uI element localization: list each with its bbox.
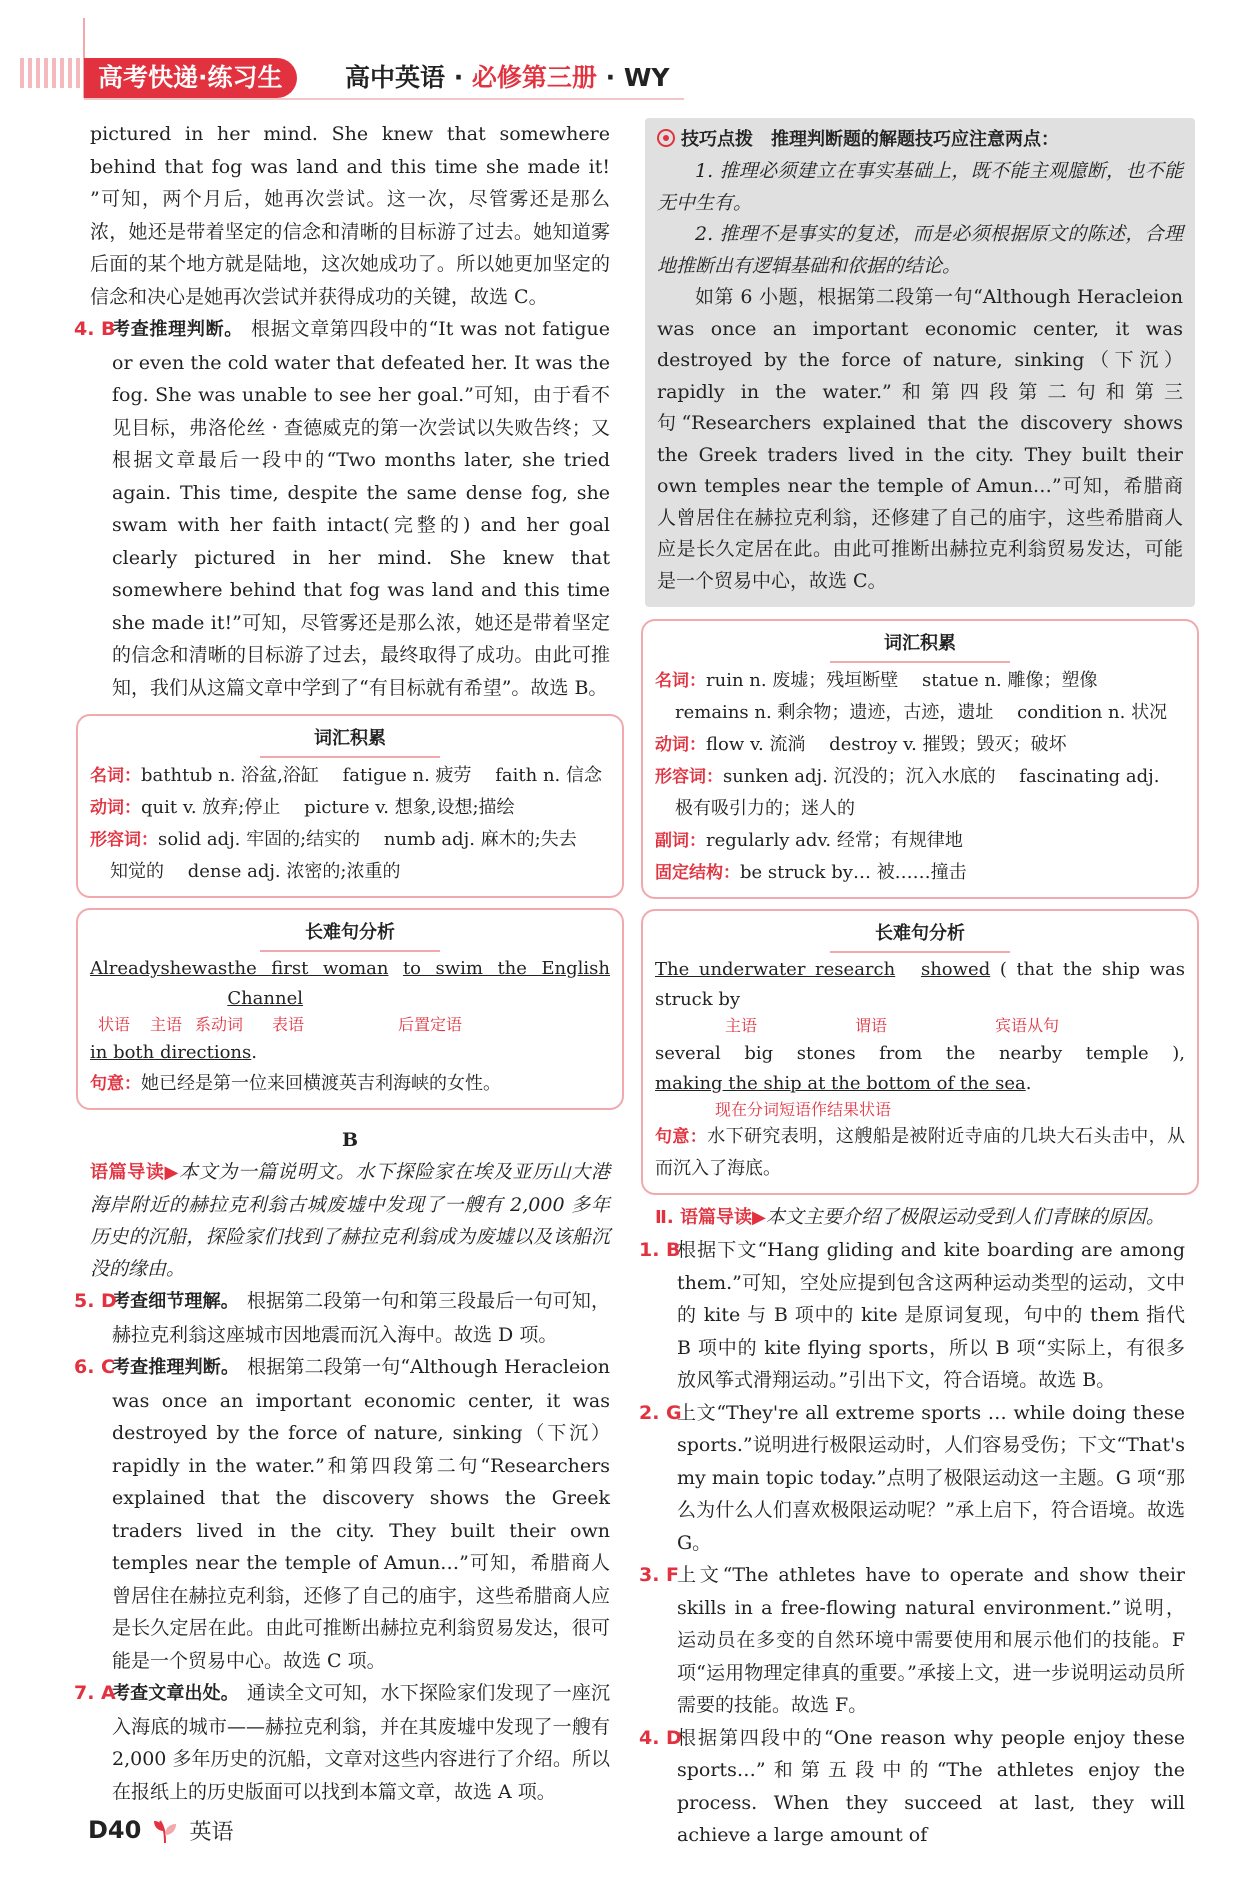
annotation: 主语 xyxy=(150,1015,183,1034)
guide-text: 本文主要介绍了极限运动受到人们青睐的原因。 xyxy=(765,1206,1165,1228)
annotation: 状语 xyxy=(98,1015,131,1034)
vocab-title: 词汇积累 xyxy=(830,627,1010,663)
answer-item-6 xyxy=(74,1351,611,1677)
section-b-heading: B xyxy=(341,1129,359,1151)
vocab-fixed-structures xyxy=(655,857,1185,889)
sentence-part: The underwater research xyxy=(655,959,896,980)
vocab-text: regularly adv. 经常；有规律地 xyxy=(706,830,963,851)
vocab-adjectives xyxy=(90,824,610,856)
vocab-text: sunken adj. 沉没的；沉入水底的 fascinating adj. xyxy=(723,766,1160,787)
vocab-text: be struck by… 被……撞击 xyxy=(740,862,967,883)
annotation: 表语 xyxy=(272,1015,305,1034)
vocab-nouns xyxy=(90,760,610,792)
answer-number: 5. D xyxy=(74,1290,117,1312)
sentence-annotations-1 xyxy=(90,1014,610,1038)
answer-text: 上文“The athletes have to operate and show their skills in a free-flowing natural environment.”说明，运动员在多变的自然环境中需要使用和展示他们的技能。F 项“运用物理定律真的重要。”承接上文，进一步说明运动员所需要的技能。故选 F。 xyxy=(677,1564,1185,1716)
title-suffix: · WY xyxy=(596,63,670,92)
vocab-adverbs xyxy=(655,825,1185,857)
answer-text: 上文“They're all extreme sports … while doing these sports.”说明进行极限运动时，人们容易受伤；下文“That's my main topic today.”点明了极限运动这一主题。G 项“那么为什么人们喜欢极限运动呢？”承上启下，符合语境。故选 G。 xyxy=(677,1401,1185,1554)
answer-text: 根据第四段中的“One reason why people enjoy these sports…”和第五段中的“The athletes enjoy the process. When they succeed at last, they will achieve a large amount of xyxy=(677,1726,1185,1846)
answer-text: 根据第二段第一句“Although Heracleion was once an important economic center, it was destroyed by the force of nature, sinking（下沉）rapidly in the water.”和第四段第二句“Researchers explained that the discovery shows the Greek traders lived in the city. They built their own temples near the temple of Amun…”可知，希腊商人曾居住在赫拉克利翁，还修了自己的庙宇，这些希腊商人应是长久定居在此。由此可推断出赫拉克利翁贸易发达，很可能是一个贸易中心。故选 C 项。 xyxy=(112,1356,611,1672)
answer-number: 3. F xyxy=(639,1564,680,1586)
tip-point-2: 2. 推理不是事实的复述，而是必须根据原文的陈述，合理地推断出有逻辑基础和依据的结论。 xyxy=(657,223,1183,277)
tip-example: 如第 6 小题，根据第二段第一句“Although Heracleion was once an important economic center, it was destroyed by the force of nature, sinking（下沉）rapidly in the water.”和第四段第二句和第三句“Researchers explained that the discovery shows the Greek traders lived in the city. They built their own temples near the temple of Amun…”可知，希腊商人曾居住在赫拉克利翁，还修建了自己的庙宇，这些希腊商人应是长久定居在此。由此可推断出赫拉克利翁贸易发达，可能是一个贸易中心，故选 C。 xyxy=(657,286,1183,592)
answer-item-2 xyxy=(639,1397,1185,1560)
answer-item-1 xyxy=(639,1234,1185,1397)
vocab-label: 副词： xyxy=(655,831,706,851)
sentence-line-2 xyxy=(90,1038,610,1068)
vocab-text: ruin n. 废墟；残垣断壁 statue n. 雕像；塑像 xyxy=(706,670,1098,691)
answer-item-4 xyxy=(74,313,610,704)
meaning-label: 句意： xyxy=(90,1074,141,1094)
sentence-analysis-box xyxy=(76,908,624,1110)
header-stripes xyxy=(20,58,82,88)
sentence-line-2: several big stones from the nearby temple ), xyxy=(655,1043,1185,1064)
sentence-annotation-2 xyxy=(655,1099,1185,1121)
page-footer xyxy=(88,1810,234,1850)
vocab-text: quit v. 放弃;停止 picture v. 想象,设想;描绘 xyxy=(141,797,515,818)
left-column xyxy=(74,118,611,1808)
vocab-title: 词汇积累 xyxy=(260,722,440,758)
sentence-part: showed xyxy=(920,959,991,980)
answer-text: 根据第二段第一句和第三段最后一句可知，赫拉克利翁这座城市因地震而沉入海中。故选 D 项。 xyxy=(112,1290,610,1346)
annotation: 系动词 xyxy=(195,1015,244,1034)
annotation: 宾语从句 xyxy=(995,1016,1060,1035)
answer-topic: 考查推理判断。 xyxy=(112,319,244,340)
sentence-meaning xyxy=(655,1121,1185,1185)
sentence-annotations-1 xyxy=(655,1015,1185,1039)
answer-number: 4. B xyxy=(74,318,116,340)
annotation: 谓语 xyxy=(855,1016,888,1035)
right-column xyxy=(639,118,1186,1852)
answer-topic: 考查文章出处。 xyxy=(112,1683,239,1704)
answer-item-4 xyxy=(639,1722,1185,1852)
vocab-adjectives xyxy=(655,761,1185,793)
vocab-label: 动词： xyxy=(90,798,141,818)
sentence-part: to swim the English Channel xyxy=(227,958,610,1009)
page-number: D40 xyxy=(88,1816,142,1844)
answer-text: 通读全文可知，水下探险家们发现了一座沉入海底的城市——赫拉克利翁，并在其废墟中发现了一艘有 2,000 多年历史的沉船，文章对这些内容进行了介绍。所以在报纸上的历史版面可以找到本篇文章，故选 A 项。 xyxy=(112,1682,610,1803)
meaning-text: 水下研究表明，这艘船是被附近寺庙的几块大石头击中，从而沉入了海底。 xyxy=(655,1126,1186,1179)
annotation: 后置定语 xyxy=(398,1015,463,1034)
answer-text: 根据下文“Hang gliding and kite boarding are among them.”可知，空处应提到包含这两种运动类型的运动，文中的 kite 与 B 项中的 kite 是原词复现，句中的 them 指代 B 项中的 kite flying sports，所以 B 项“实际上，有很多放风筝式滑翔运动。”引出下文，符合语境。故选 B。 xyxy=(677,1239,1185,1391)
vocab-adjectives-cont: 极有吸引力的；迷人的 xyxy=(675,798,855,819)
header-rule xyxy=(84,98,684,100)
sentence-part: was xyxy=(191,958,228,979)
vocab-label: 动词： xyxy=(655,735,706,755)
sentence-part: in both directions xyxy=(90,1042,252,1063)
vocab-box xyxy=(76,714,624,898)
answer-item-7 xyxy=(74,1677,610,1808)
guide-label: 语篇导读▶ xyxy=(90,1162,179,1183)
sentence-part: Already xyxy=(90,958,161,979)
answer-number: 2. G xyxy=(639,1401,682,1424)
answer-item-3 xyxy=(639,1559,1185,1722)
vocab-verbs xyxy=(655,729,1185,761)
sentence-part: making the ship at the bottom of the sea xyxy=(655,1073,1026,1094)
vocab-label: 名词： xyxy=(90,766,141,786)
title-volume: 必修第三册 xyxy=(471,63,597,92)
target-icon xyxy=(657,129,675,147)
sentence-end: . xyxy=(1025,1073,1032,1094)
page-header xyxy=(0,0,1250,115)
sentence-title: 长难句分析 xyxy=(830,917,1010,953)
vocab-box xyxy=(641,619,1199,899)
sentence-end: . xyxy=(251,1042,257,1063)
sentence-part: ( that the ship was struck by xyxy=(655,959,1185,1010)
sentence-analysis-box xyxy=(641,909,1199,1195)
vocab-label: 固定结构： xyxy=(655,863,740,883)
answer-number: 6. C xyxy=(74,1356,115,1378)
vocab-nouns-cont: remains n. 剩余物；遗迹，古迹，遗址 condition n. 状况 xyxy=(675,702,1168,723)
answer-number: 4. D xyxy=(639,1726,682,1749)
tip-point-1: 1. 推理必须建立在事实基础上，既不能主观臆断，也不能无中生有。 xyxy=(657,160,1183,214)
vocab-text: bathtub n. 浴盆,浴缸 fatigue n. 疲劳 faith n. 信念 xyxy=(141,765,602,786)
tip-heading-text: 推理判断题的解题技巧应注意两点： xyxy=(771,129,1059,150)
vocab-label: 形容词： xyxy=(90,830,158,850)
tip-box xyxy=(645,118,1195,607)
answer-continuation: pictured in her mind. She knew that somewhere behind that fog was land and this time she made it! ”可知，两个月后，她再次尝试。这一次，尽管雾还是那么浓，她还是带着坚定的信念和清晰的目标游了过去。她知道雾后面的某个地方就是陆地，这次她成功了。所以她更加坚定的信念和决心是她再次尝试并获得成功的关键，故选 C。 xyxy=(90,123,610,308)
series-badge: 高考快递·练习生 xyxy=(84,58,297,98)
book-title xyxy=(345,60,670,96)
vocab-label: 名词： xyxy=(655,671,706,691)
vocab-label: 形容词： xyxy=(655,767,723,787)
tip-label: 技巧点拨 xyxy=(681,129,753,150)
subject-label: 英语 xyxy=(189,1819,234,1845)
sentence-meaning xyxy=(90,1068,610,1100)
title-prefix: 高中英语 · xyxy=(345,63,472,92)
meaning-label: 句意： xyxy=(655,1127,708,1147)
answer-item-5 xyxy=(74,1285,610,1351)
vocab-text: solid adj. 牢固的;结实的 numb adj. 麻木的;失去 xyxy=(158,829,577,850)
sentence-line-1 xyxy=(655,955,1185,1015)
vocab-text: flow v. 流淌 destroy v. 摧毁；毁灭；破坏 xyxy=(706,734,1067,755)
answer-text: 根据文章第四段中的“It was not fatigue or even the cold water that defeated her. It was the fog. She was unable to see her goal.”可知，由于看不见目标，弗洛伦丝 · 查德威克的第一次尝试以失败告终；又根据文章最后一段中的“Two months later, she tried again. This time, despite the same dense fog, she swam with her faith intact(完整的) and her goal clearly pictured in her mind. She knew that somewhere behind that fog was land and this time she made it!”可知，尽管雾还是那么浓，她还是带着坚定的信念和清晰的目标游了过去，最终取得了成功。由此可推知，我们从这篇文章中学到了“有目标就有希望”。故选 B。 xyxy=(112,318,610,699)
passage-guide xyxy=(90,1156,610,1285)
answer-number: 1. B xyxy=(639,1239,681,1261)
guide-label: Ⅱ. 语篇导读▶ xyxy=(655,1207,766,1228)
passage-guide-2 xyxy=(655,1201,1185,1234)
sentence-part: she xyxy=(160,958,192,979)
guide-text: 本文为一篇说明文。水下探险家在埃及亚历山大港海岸附近的赫拉克利翁古城废墟中发现了一艘有 2,000 多年历史的沉船，探险家们找到了赫拉克利翁成为废墟以及该船沉没的缘由。 xyxy=(90,1161,610,1280)
answer-number: 7. A xyxy=(74,1682,116,1704)
answer-topic: 考查推理判断。 xyxy=(112,1357,240,1378)
vocab-adjectives-cont: 知觉的 dense adj. 浓密的;浓重的 xyxy=(110,861,401,882)
sentence-part: the first woman xyxy=(227,958,389,979)
vocab-nouns xyxy=(655,665,1185,697)
sentence-title: 长难句分析 xyxy=(260,916,440,952)
answer-topic: 考查细节理解。 xyxy=(112,1291,239,1312)
annotation: 主语 xyxy=(725,1016,758,1035)
meaning-text: 她已经是第一位来回横渡英吉利海峡的女性。 xyxy=(141,1073,501,1094)
annotation: 现在分词短语作结果状语 xyxy=(715,1100,892,1119)
leaf-icon xyxy=(150,1815,180,1845)
sentence-line-1 xyxy=(90,954,610,1014)
tip-heading xyxy=(657,124,1183,156)
vocab-verbs xyxy=(90,792,610,824)
sentence-line-3 xyxy=(655,1069,1185,1099)
